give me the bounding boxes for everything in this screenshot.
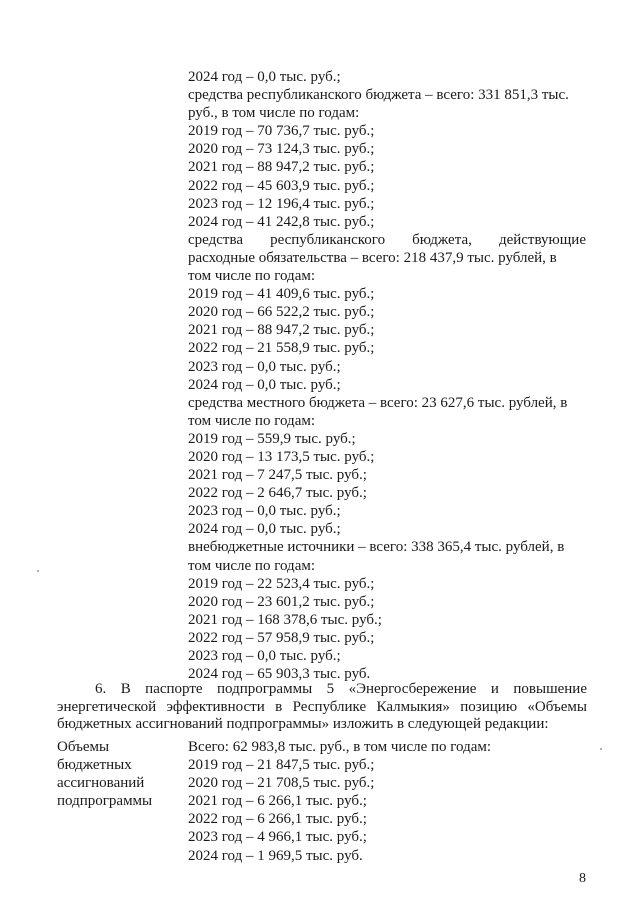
text-line: 2024 год – 0,0 тыс. руб.;	[188, 69, 341, 85]
text-line: 2019 год – 559,9 тыс. руб.;	[188, 430, 356, 447]
text-line: 2022 год – 57 958,9 тыс. руб.;	[188, 629, 375, 646]
text-line: 2023 год – 0,0 тыс. руб.;	[188, 358, 341, 375]
text-line: 2024 год – 0,0 тыс. руб.;	[188, 376, 341, 393]
text-line: 2019 год – 22 523,4 тыс. руб.;	[188, 575, 375, 592]
table-label: подпрограммы	[57, 793, 153, 810]
table-label-column	[57, 738, 182, 810]
scan-speck	[600, 748, 602, 750]
text-line: 2023 год – 12 196,4 тыс. руб.;	[188, 195, 375, 212]
text-line: 2020 год – 23 601,2 тыс. руб.;	[188, 593, 375, 610]
table-label: ассигнований	[57, 775, 145, 792]
text-line: внебюджетные источники – всего: 338 365,4 тыс. рублей, в	[188, 539, 565, 556]
table-value: 2024 год – 1 969,5 тыс. руб.	[188, 847, 363, 864]
text-line: том числе по годам:	[188, 557, 316, 574]
paragraph-line: 6. В паспорте подпрограммы 5 «Энергосбережение и повышение	[95, 681, 587, 697]
table-value: 2019 год – 21 847,5 тыс. руб.;	[188, 757, 375, 774]
text-line: средства республиканского бюджета – всего: 331 851,3 тыс.	[188, 87, 569, 104]
page-number: 8	[579, 871, 586, 886]
text-line: 2021 год – 88 947,2 тыс. руб.;	[188, 322, 375, 339]
table-value: 2023 год – 4 966,1 тыс. руб.;	[188, 829, 367, 846]
text-line: 2019 год – 41 409,6 тыс. руб.;	[188, 286, 375, 303]
text-line: том числе по годам:	[188, 268, 316, 285]
text-line: 2024 год – 41 242,8 тыс. руб.;	[188, 213, 375, 230]
text-line: 2023 год – 0,0 тыс. руб.;	[188, 503, 341, 520]
table-value: 2020 год – 21 708,5 тыс. руб.;	[188, 775, 375, 792]
text-line: средства местного бюджета – всего: 23 627,6 тыс. рублей, в	[188, 394, 568, 411]
text-line: 2022 год – 45 603,9 тыс. руб.;	[188, 177, 375, 194]
text-line: 2021 год – 7 247,5 тыс. руб.;	[188, 467, 367, 484]
text-line: руб., в том числе по годам:	[188, 105, 360, 122]
amendment-paragraph	[57, 681, 587, 734]
table-value: 2022 год – 6 266,1 тыс. руб.;	[188, 811, 367, 828]
paragraph-line: бюджетных ассигнований подпрограммы» изложить в следующей редакции:	[57, 716, 549, 732]
text-line: 2024 год – 0,0 тыс. руб.;	[188, 521, 341, 538]
table-value: Всего: 62 983,8 тыс. руб., в том числе по годам:	[188, 739, 492, 755]
text-line: 2020 год – 73 124,3 тыс. руб.;	[188, 141, 375, 158]
text-line: средства республиканского бюджета, действующие	[188, 231, 586, 248]
scan-speck	[37, 570, 39, 572]
text-line: расходные обязательства – всего: 218 437,9 тыс. рублей, в	[188, 249, 557, 266]
table-label: бюджетных	[57, 757, 132, 774]
text-line: том числе по годам:	[188, 412, 316, 429]
funding-breakdown	[188, 68, 586, 683]
text-line: 2024 год – 65 903,3 тыс. руб.	[188, 666, 371, 683]
text-line: 2021 год – 168 378,6 тыс. руб.;	[188, 611, 382, 628]
text-line: 2022 год – 21 558,9 тыс. руб.;	[188, 340, 375, 357]
text-line: 2019 год – 70 736,7 тыс. руб.;	[188, 123, 375, 140]
text-line: 2020 год – 13 173,5 тыс. руб.;	[188, 448, 375, 465]
text-line: 2020 год – 66 522,2 тыс. руб.;	[188, 304, 375, 321]
table-value-column	[188, 738, 588, 865]
table-value: 2021 год – 6 266,1 тыс. руб.;	[188, 793, 367, 810]
paragraph-line: энергетической эффективности в Республике Калмыкия» позицию «Объемы	[57, 698, 587, 715]
text-line: 2021 год – 88 947,2 тыс. руб.;	[188, 159, 375, 176]
text-line: 2022 год – 2 646,7 тыс. руб.;	[188, 485, 367, 502]
table-label: Объемы	[57, 739, 110, 755]
text-line: 2023 год – 0,0 тыс. руб.;	[188, 648, 341, 664]
